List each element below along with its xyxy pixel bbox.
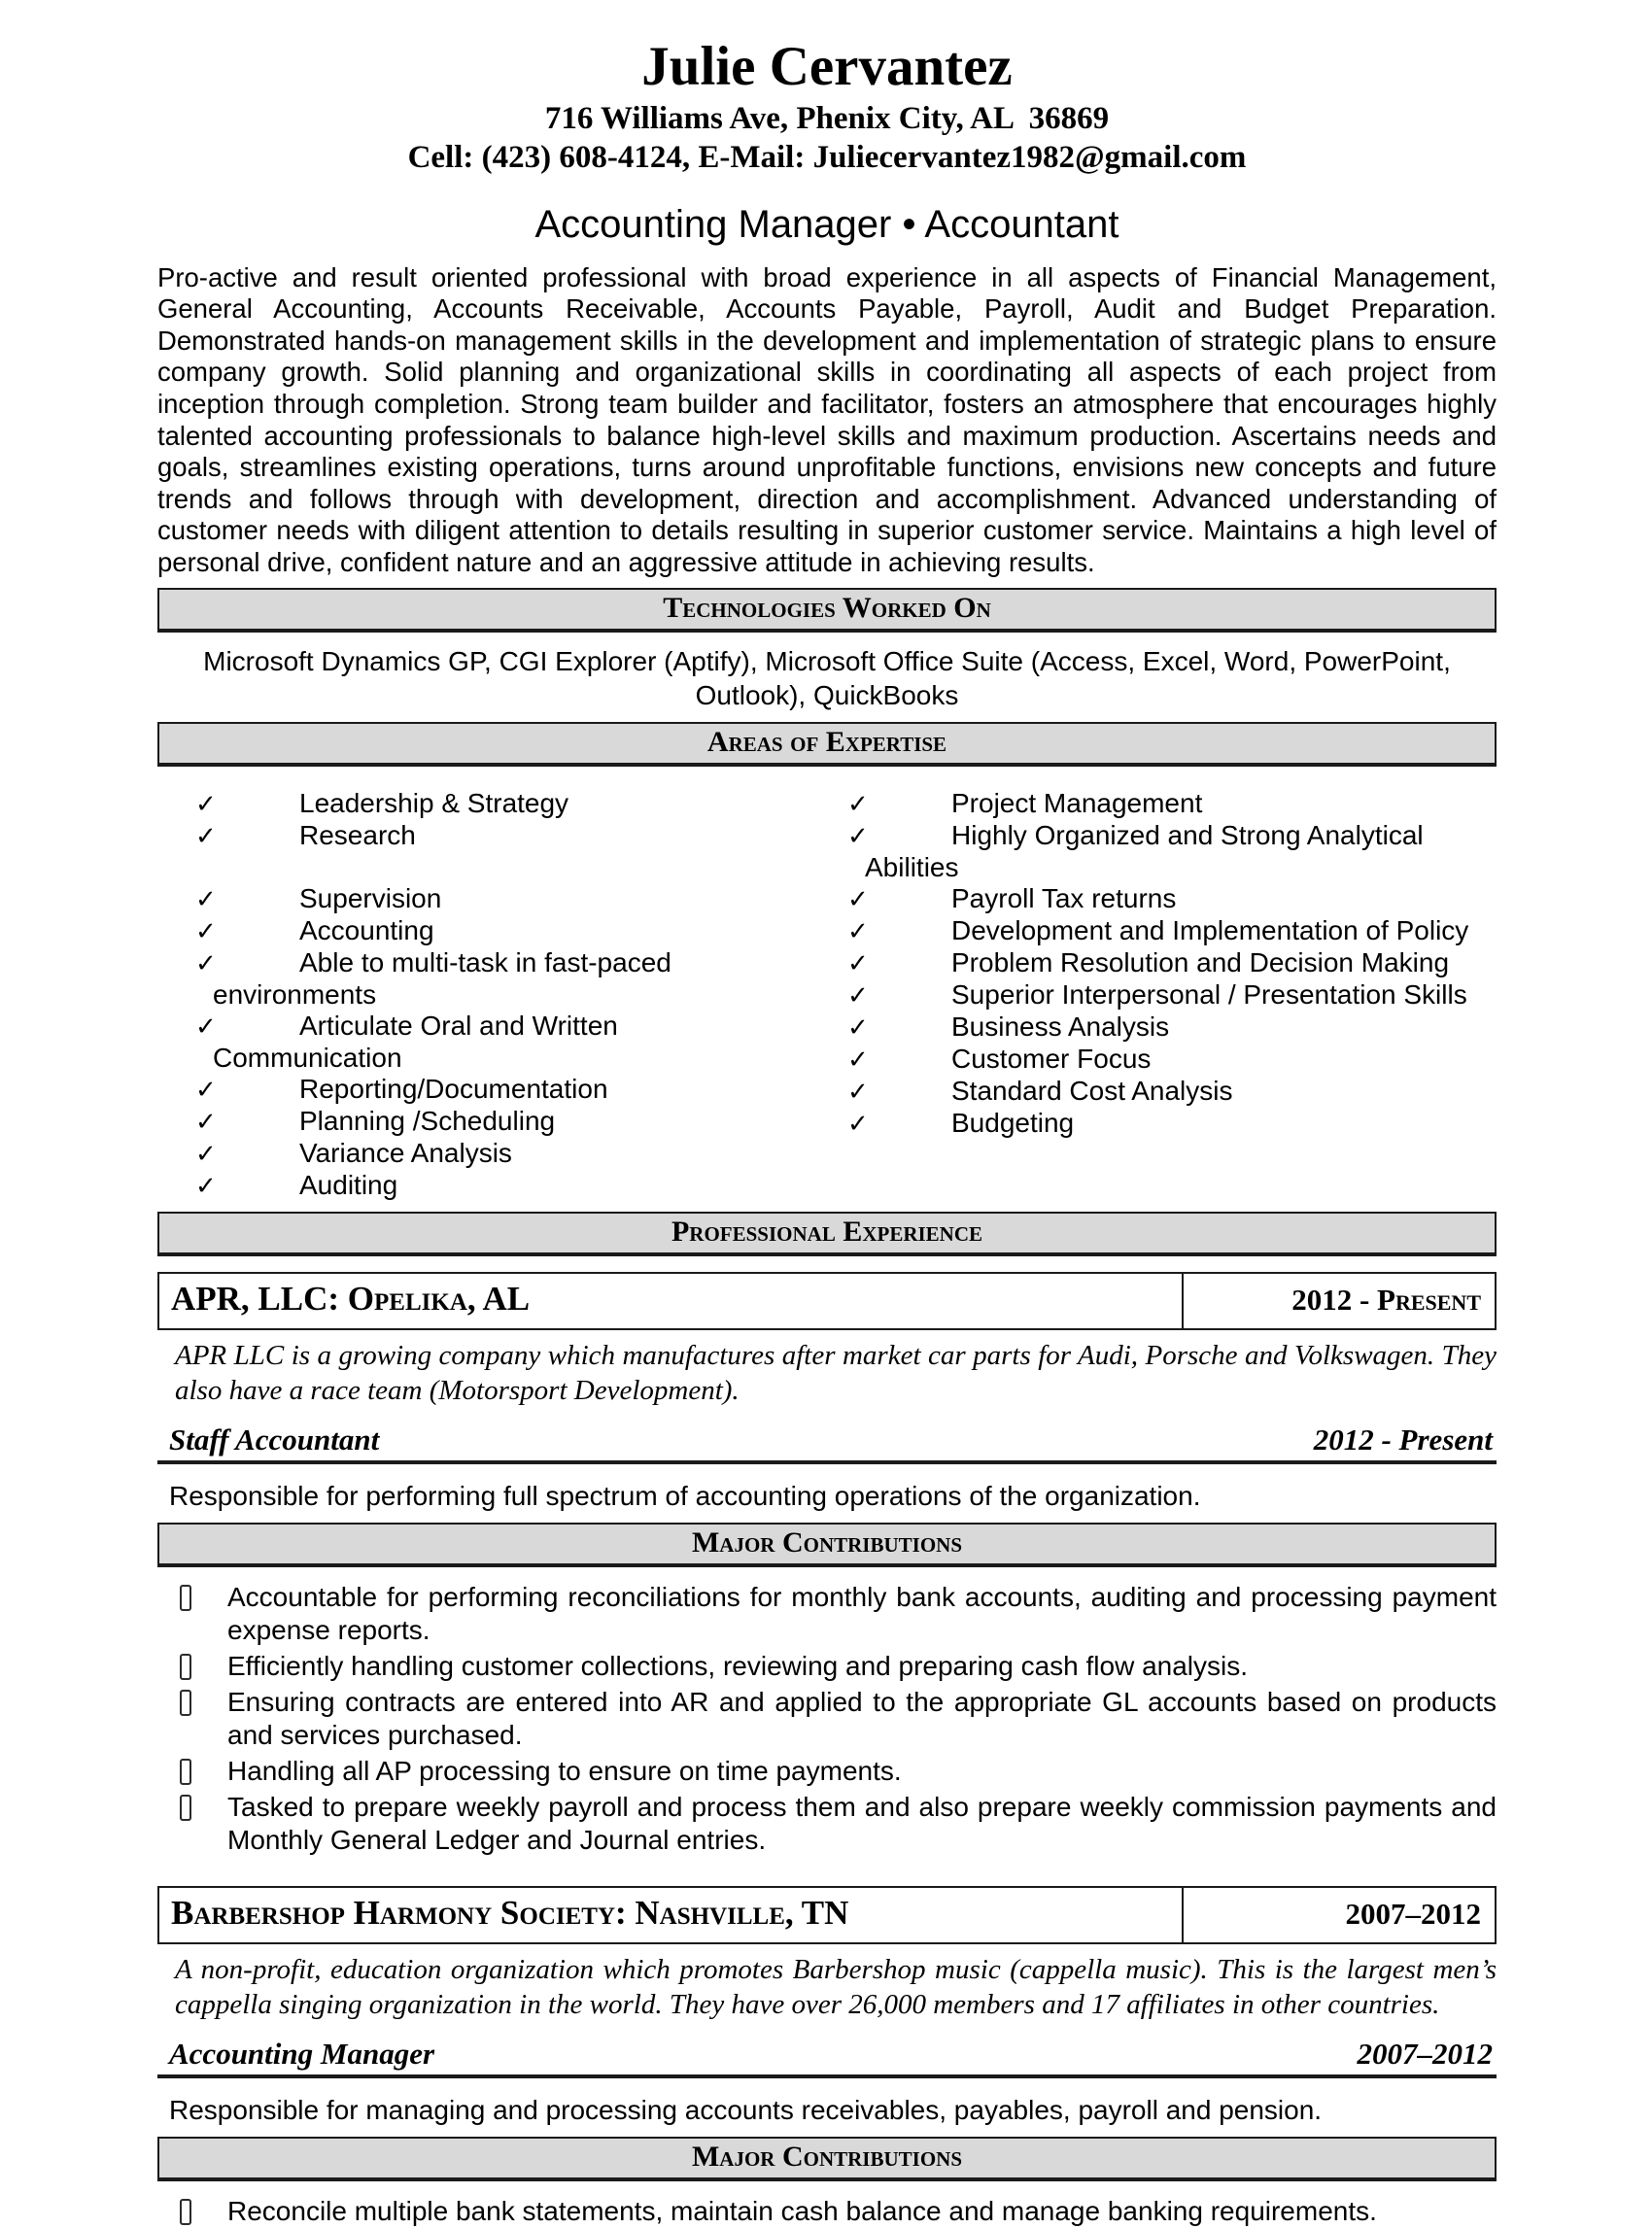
missing-glyph-bullet-icon	[180, 2199, 191, 2225]
expertise-item	[157, 788, 809, 820]
company-dates: 2012 - Present	[1291, 1283, 1481, 1318]
expertise-label: Accounting	[299, 915, 434, 946]
address-line: 716 Williams Ave, Phenix City, AL 36869	[544, 100, 1110, 136]
contributions-list	[157, 1581, 1497, 1857]
checkmark-icon: ✓	[195, 949, 217, 979]
role-title: Accounting Manager • Accountant	[534, 202, 1119, 246]
expertise-item	[809, 1076, 1497, 1108]
checkmark-icon: ✓	[847, 822, 869, 852]
checkmark-icon: ✓	[195, 1172, 217, 1202]
checkmark-icon: ✓	[195, 1076, 217, 1106]
expertise-item	[157, 883, 809, 915]
section-title: Major Contributions	[691, 1526, 963, 1560]
contribution-item	[157, 2195, 1497, 2228]
blank-line	[157, 852, 809, 883]
missing-glyph-bullet-icon	[180, 1654, 191, 1680]
divider-rule	[157, 2074, 1497, 2078]
expertise-item	[157, 1074, 809, 1106]
position-summary: Responsible for managing and processing accounts receivables, payables, payroll and pension.	[169, 2095, 1323, 2126]
expertise-label: Customer Focus	[951, 1044, 1152, 1075]
missing-glyph-bullet-icon	[180, 1795, 191, 1821]
section-header-major-contributions-1	[157, 1523, 1497, 1567]
expertise-label: Leadership & Strategy	[299, 788, 569, 819]
expertise-item	[157, 1106, 809, 1138]
checkmark-icon: ✓	[195, 885, 217, 915]
expertise-item	[809, 1108, 1497, 1140]
expertise-item	[809, 947, 1497, 979]
expertise-item	[809, 820, 1497, 883]
expertise-item	[809, 1044, 1497, 1076]
checkmark-icon: ✓	[847, 885, 869, 915]
section-title: Areas of Expertise	[706, 726, 947, 759]
technologies-list: Microsoft Dynamics GP, CGI Explorer (Aptify), Microsoft Office Suite (Access, Excel, Word, PowerPoint, Outlook), QuickBooks	[203, 646, 1451, 711]
checkmark-icon: ✓	[847, 949, 869, 979]
position-line	[157, 1422, 1497, 1458]
checkmark-icon: ✓	[847, 790, 869, 820]
expertise-label: Payroll Tax returns	[951, 883, 1177, 914]
contribution-item	[157, 1791, 1497, 1857]
contribution-text: Tasked to prepare weekly payroll and process them and also prepare weekly commission payments and Monthly General Ledger and Journal entries.	[227, 1792, 1497, 1856]
position-title: Accounting Manager	[169, 2037, 435, 2072]
section-title: Major Contributions	[691, 2141, 963, 2174]
section-title: Technologies Worked On	[663, 592, 991, 625]
expertise-item	[809, 883, 1497, 915]
expertise-label: Business Analysis	[951, 1011, 1170, 1043]
person-name: Julie Cervantez	[641, 36, 1013, 97]
checkmark-icon: ✓	[847, 1045, 869, 1076]
position-summary: Responsible for performing full spectrum of accounting operations of the organization.	[169, 1481, 1201, 1512]
section-title: Professional Experience	[671, 1216, 983, 1249]
contribution-text: Efficiently handling customer collections, reviewing and preparing cash flow analysis.	[227, 1651, 1249, 1682]
expertise-item	[809, 979, 1497, 1011]
checkmark-icon: ✓	[847, 1078, 869, 1108]
position-line	[157, 2036, 1497, 2073]
checkmark-icon: ✓	[195, 1012, 217, 1043]
section-header-major-contributions-2	[157, 2137, 1497, 2181]
expertise-label: Supervision	[299, 883, 442, 914]
position-dates: 2007–2012	[1357, 2037, 1493, 2072]
contribution-item	[157, 1650, 1497, 1683]
checkmark-icon: ✓	[195, 1140, 217, 1170]
expertise-label: Variance Analysis	[299, 1138, 512, 1169]
expertise-label: Articulate Oral and Written Communication	[213, 1011, 618, 1074]
expertise-label: Highly Organized and Strong Analytical Abilities	[865, 820, 1424, 883]
missing-glyph-bullet-icon	[180, 1585, 191, 1611]
expertise-item	[809, 1011, 1497, 1044]
position-dates: 2012 - Present	[1313, 1422, 1493, 1457]
expertise-item	[157, 1011, 809, 1074]
expertise-label: Standard Cost Analysis	[951, 1076, 1233, 1107]
expertise-label: Budgeting	[951, 1108, 1075, 1139]
contact-line: Cell: (423) 608-4124, E-Mail: Juliecervantez1982@gmail.com	[407, 139, 1247, 175]
expertise-label: Research	[299, 820, 416, 851]
section-header-professional-experience	[157, 1212, 1497, 1256]
section-header-expertise	[157, 722, 1497, 767]
expertise-item	[157, 1138, 809, 1170]
contribution-item	[157, 1686, 1497, 1752]
job-header-row	[157, 1886, 1497, 1944]
divider-rule	[157, 1460, 1497, 1464]
checkmark-icon: ✓	[195, 822, 217, 852]
expertise-item	[157, 820, 809, 852]
company-dates: 2007–2012	[1345, 1897, 1481, 1932]
expertise-columns	[157, 788, 1497, 1202]
expertise-column-right	[809, 788, 1497, 1202]
contribution-text: Ensuring contracts are entered into AR and applied to the appropriate GL accounts based on products and services purchased.	[227, 1687, 1497, 1751]
contribution-text: Reconcile multiple bank statements, maintain cash balance and manage banking requirements.	[227, 2196, 1377, 2227]
checkmark-icon: ✓	[195, 917, 217, 947]
expertise-label: Superior Interpersonal / Presentation Skills	[951, 979, 1467, 1011]
contribution-item	[157, 1755, 1497, 1788]
section-header-technologies	[157, 588, 1497, 633]
expertise-label: Project Management	[951, 788, 1203, 819]
expertise-item	[809, 915, 1497, 947]
missing-glyph-bullet-icon	[180, 1690, 191, 1716]
position-title: Staff Accountant	[169, 1422, 380, 1457]
job-header-row	[157, 1272, 1497, 1330]
checkmark-icon: ✓	[847, 917, 869, 947]
contribution-text: Accountable for performing reconciliations for monthly bank accounts, auditing and processing payment expense reports.	[227, 1582, 1497, 1646]
checkmark-icon: ✓	[195, 790, 217, 820]
company-name: APR, LLC: Opelika, AL	[159, 1274, 1184, 1328]
checkmark-icon: ✓	[847, 1110, 869, 1140]
expertise-label: Reporting/Documentation	[299, 1074, 608, 1105]
expertise-label: Auditing	[299, 1170, 398, 1201]
company-description: A non-profit, education organization which promotes Barbershop music (cappella music). This is the largest men’s cappella singing organization in the world. They have over 26,000 members and 17 affiliates in other countries.	[175, 1954, 1497, 2021]
contributions-list	[157, 2195, 1497, 2228]
company-description: APR LLC is a growing company which manufactures after market car parts for Audi, Porsche and Volkswagen. They also have a race team (Motorsport Development).	[175, 1340, 1497, 1407]
summary-paragraph: Pro-active and result oriented professional with broad experience in all aspects of Financial Management, General Accounting, Accounts Receivable, Accounts Payable, Payroll, Audit and Budget Preparation. Demonstrated hands-on management skills in the development and implementation of strategic plans to ensure company growth. Solid planning and organizational skills in coordinating all aspects of each project from inception through completion. Strong team builder and facilitator, fosters an atmosphere that encourages highly talented accounting professionals to balance high-level skills and maximum production. Ascertains needs and goals, streamlines existing operations, turns around unprofitable functions, envisions new concepts and future trends and follows through with development, direction and accomplishment. Advanced understanding of customer needs with diligent attention to details resulting in superior customer service. Maintains a high level of personal drive, confident nature and an aggressive attitude in achieving results.	[157, 261, 1497, 577]
expertise-item	[157, 915, 809, 947]
checkmark-icon: ✓	[847, 981, 869, 1011]
checkmark-icon: ✓	[195, 1108, 217, 1138]
expertise-label: Able to multi-task in fast-paced environments	[213, 947, 671, 1011]
expertise-item	[157, 1170, 809, 1202]
expertise-label: Problem Resolution and Decision Making	[951, 947, 1450, 978]
expertise-column-left	[157, 788, 809, 1202]
expertise-label: Development and Implementation of Policy	[951, 915, 1469, 946]
contribution-text: Handling all AP processing to ensure on time payments.	[227, 1756, 902, 1787]
company-name: Barbershop Harmony Society: Nashville, TN	[159, 1888, 1184, 1942]
contribution-item	[157, 1581, 1497, 1647]
checkmark-icon: ✓	[847, 1013, 869, 1044]
expertise-item	[809, 788, 1497, 820]
expertise-item	[157, 947, 809, 1011]
missing-glyph-bullet-icon	[180, 1759, 191, 1785]
expertise-label: Planning /Scheduling	[299, 1106, 556, 1137]
